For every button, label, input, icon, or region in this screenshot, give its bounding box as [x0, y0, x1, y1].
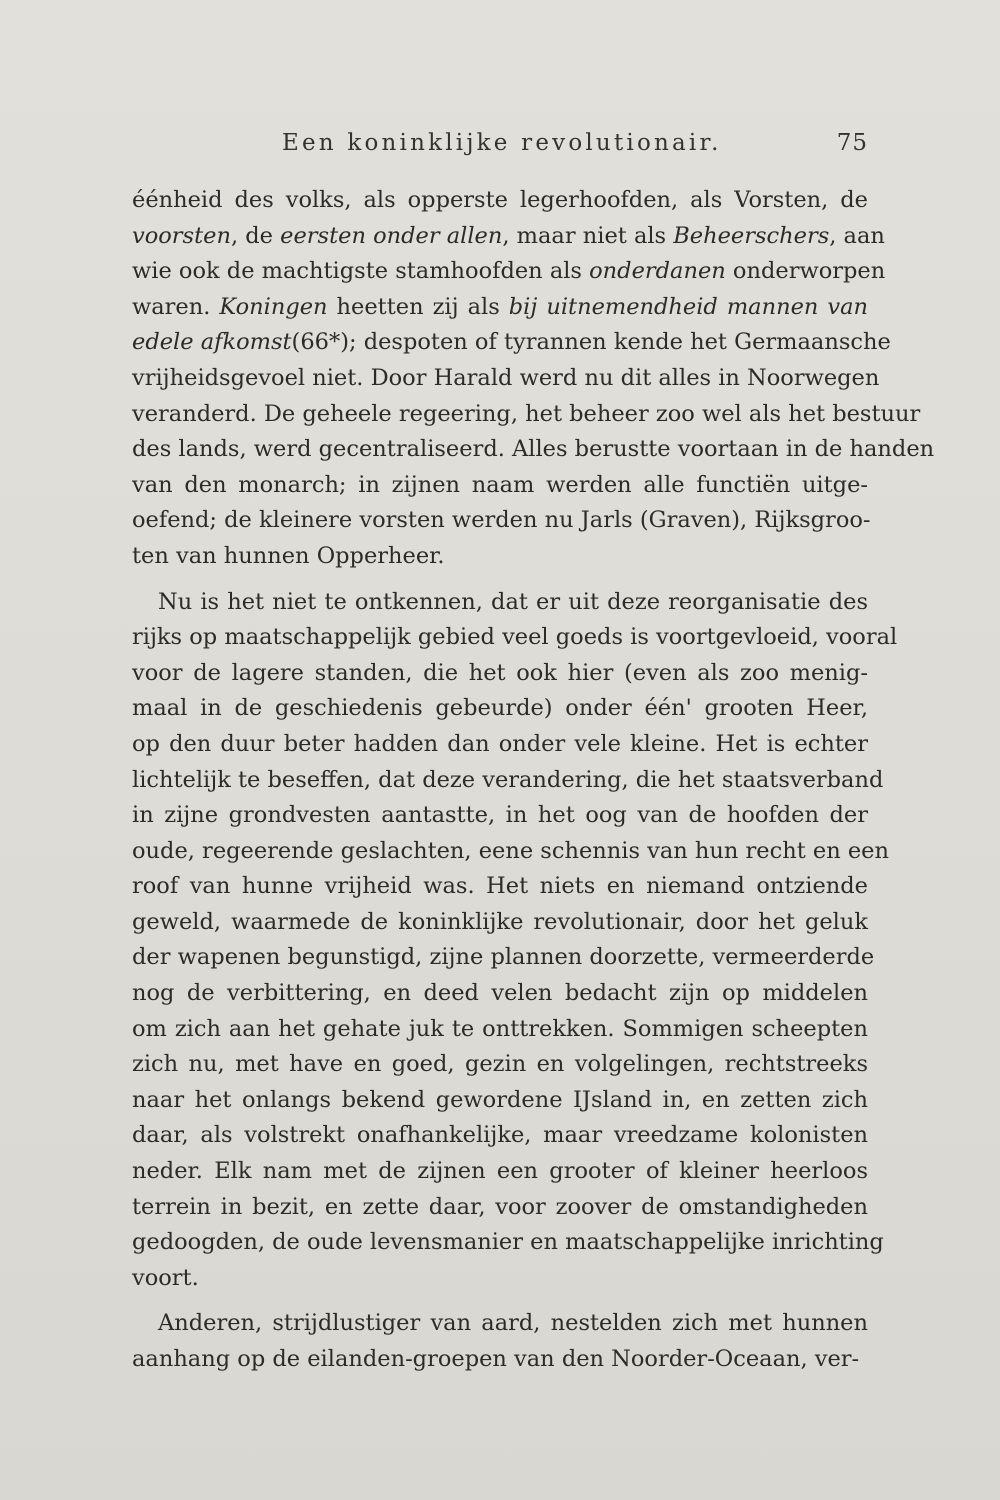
text-line: [132, 361, 880, 397]
text-line: [132, 976, 868, 1012]
text-run: in zijne grondvesten aantastte, in het oog van de hoofden der: [132, 802, 868, 829]
text-run: nog de verbittering, en deed velen bedacht zijn op middelen: [132, 980, 868, 1007]
running-title: Een koninklijke revolutionair.: [282, 130, 722, 156]
text-run: lichtelijk te beseffen, dat deze verandering, die het staatsverband: [132, 766, 884, 793]
italic-text: edele afkomst: [132, 329, 292, 356]
italic-text: eersten onder allen: [280, 222, 503, 249]
text-line: [132, 1306, 868, 1342]
text-line: [132, 905, 868, 941]
text-run: , maar niet als: [502, 222, 674, 249]
text-run: éénheid des volks, als opperste legerhoofden, als Vorsten, de: [132, 187, 868, 213]
text-run: op den duur beter hadden dan onder vele kleine. Het is echter: [132, 730, 868, 757]
page-header: [132, 130, 868, 162]
text-line: [132, 1342, 868, 1378]
text-line: [132, 1225, 884, 1261]
italic-text: onderdanen: [589, 258, 726, 285]
text-run: Nu is het niet te ontkennen, dat er uit deze reorganisatie des: [158, 588, 868, 615]
text-line: [132, 763, 884, 799]
italic-text: Beheerschers: [673, 222, 830, 249]
text-line: [132, 503, 871, 539]
text-run: der wapenen begunstigd, zijne plannen doorzette, vermeerderde: [132, 944, 875, 971]
paragraph: [132, 1306, 868, 1377]
italic-text: voorsten: [132, 222, 231, 249]
text-run: zich nu, met have en goed, gezin en volgelingen, rechtstreeks: [132, 1051, 868, 1078]
text-run: wie ook de machtigste stamhoofden als: [132, 258, 590, 285]
paragraph-gap: [132, 575, 868, 585]
text-line: [132, 1083, 868, 1119]
italic-text: Koningen: [219, 293, 328, 320]
text-run: neder. Elk nam met de zijnen een grooter of kleiner heerloos: [132, 1158, 868, 1185]
text-line: [132, 219, 885, 255]
paragraph-gap: [132, 1296, 868, 1306]
text-run: van den monarch; in zijnen naam werden alle functiën uitge-: [132, 471, 868, 498]
text-line: [132, 585, 868, 621]
text-line: [132, 290, 868, 326]
text-line: [132, 620, 898, 656]
text-line: [132, 432, 935, 468]
text-line: [132, 397, 921, 433]
text-run: des lands, werd gecentraliseerd. Alles berustte voortaan in de handen: [132, 436, 935, 463]
text-line: [132, 183, 868, 219]
text-line: [132, 468, 868, 504]
text-line: [132, 798, 868, 834]
text-run: oude, regeerende geslachten, eene schennis van hun recht en een: [132, 837, 889, 864]
page-number: 75: [836, 130, 868, 156]
text-line: [132, 254, 886, 290]
text-line: [132, 539, 868, 575]
text-run: aanhang op de eilanden-groepen van den Noorder-Oceaan, ver-: [132, 1346, 860, 1372]
text-run: daar, als volstrekt onafhankelijke, maar vreedzame kolonisten: [132, 1122, 868, 1149]
text-line: [132, 727, 868, 763]
text-run: (66*); despoten of tyrannen kende het Germaansche: [291, 329, 891, 356]
text-run: veranderd. De geheele regeering, het beheer zoo wel als het bestuur: [132, 400, 921, 427]
text-run: heetten zij als: [327, 293, 509, 320]
text-line: [132, 940, 875, 976]
text-run: , de: [230, 222, 281, 249]
text-run: onderworpen: [725, 258, 886, 285]
paragraph: [132, 183, 935, 575]
text-run: oefend; de kleinere vorsten werden nu Jarls (Graven), Rijksgroo-: [132, 507, 871, 534]
paragraph: [132, 585, 898, 1297]
text-run: maal in de geschiedenis gebeurde) onder één' grooten Heer,: [132, 695, 868, 722]
text-run: roof van hunne vrijheid was. Het niets en niemand ontziende: [132, 873, 868, 900]
text-run: geweld, waarmede de koninklijke revolutionair, door het geluk: [132, 908, 868, 935]
text-run: voort.: [132, 1264, 199, 1291]
text-line: [132, 1012, 868, 1048]
text-line: [132, 691, 868, 727]
text-line: [132, 1118, 868, 1154]
text-line: [132, 1154, 868, 1190]
text-line: [132, 1047, 868, 1083]
text-run: gedoogden, de oude levensmanier en maatschappelijke inrichting: [132, 1229, 884, 1256]
text-run: voor de lagere standen, die het ook hier (even als zoo menig-: [132, 659, 868, 686]
text-run: Anderen, strijdlustiger van aard, nestelden zich met hunnen: [158, 1310, 868, 1337]
text-line: [132, 656, 868, 692]
text-run: , aan: [829, 222, 885, 249]
text-line: [132, 1261, 868, 1297]
text-line: [132, 834, 889, 870]
text-run: waren.: [132, 293, 220, 320]
text-line: [132, 325, 891, 361]
text-run: terrein in bezit, en zette daar, voor zoover de omstandigheden: [132, 1193, 868, 1220]
text-run: vrijheidsgevoel niet. Door Harald werd nu dit alles in Noorwegen: [132, 364, 880, 391]
text-run: om zich aan het gehate juk te onttrekken. Sommigen scheepten: [132, 1015, 868, 1042]
body-text: [132, 183, 935, 1378]
text-run: ten van hunnen Opperheer.: [132, 542, 445, 569]
italic-text: bij uitnemendheid mannen van: [508, 293, 868, 320]
text-run: rijks op maatschappelijk gebied veel goeds is voortgevloeid, vooral: [132, 624, 898, 651]
text-line: [132, 869, 868, 905]
text-run: naar het onlangs bekend gewordene IJsland in, en zetten zich: [132, 1086, 868, 1113]
text-line: [132, 1190, 868, 1226]
